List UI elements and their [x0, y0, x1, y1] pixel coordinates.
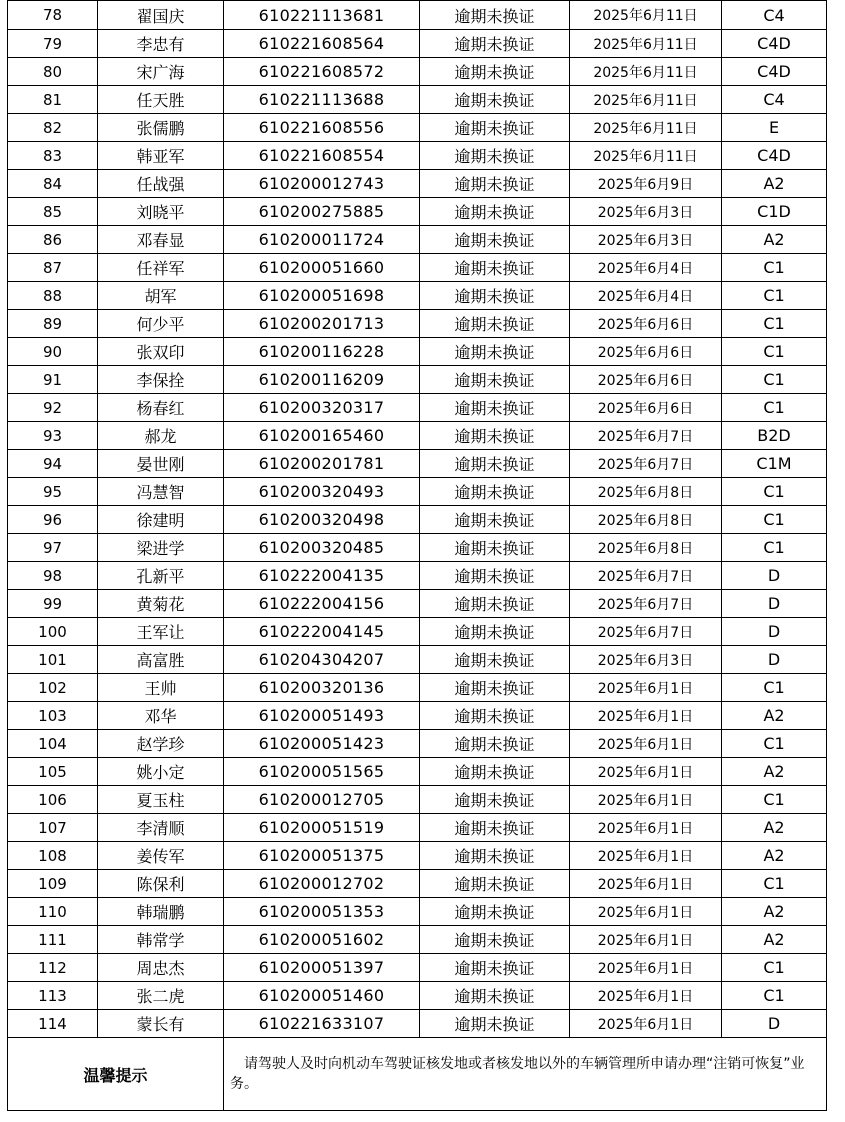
license-class: A2	[722, 226, 827, 254]
driver-name: 姜传军	[98, 842, 224, 870]
driver-name: 杨春红	[98, 394, 224, 422]
table-row	[8, 562, 827, 590]
date: 2025年6月8日	[570, 534, 722, 562]
status: 逾期未换证	[420, 842, 570, 870]
license-number: 610200051519	[224, 814, 420, 842]
license-class: C1	[722, 870, 827, 898]
license-number: 610221608572	[224, 58, 420, 86]
date: 2025年6月9日	[570, 170, 722, 198]
license-class: C1	[722, 394, 827, 422]
table-row	[8, 478, 827, 506]
row-number: 91	[8, 366, 98, 394]
license-class: C1	[722, 282, 827, 310]
notice-label: 温馨提示	[8, 1038, 224, 1111]
row-number: 89	[8, 310, 98, 338]
row-number: 96	[8, 506, 98, 534]
row-number: 102	[8, 674, 98, 702]
driver-name: 翟国庆	[98, 1, 224, 30]
status: 逾期未换证	[420, 282, 570, 310]
driver-name: 徐建明	[98, 506, 224, 534]
date: 2025年6月1日	[570, 926, 722, 954]
table-row	[8, 674, 827, 702]
license-class: C1	[722, 254, 827, 282]
driver-name: 宋广海	[98, 58, 224, 86]
row-number: 83	[8, 142, 98, 170]
driver-name: 韩常学	[98, 926, 224, 954]
date: 2025年6月7日	[570, 562, 722, 590]
date: 2025年6月7日	[570, 618, 722, 646]
license-number: 610200012743	[224, 170, 420, 198]
row-number: 99	[8, 590, 98, 618]
driver-name: 赵学珍	[98, 730, 224, 758]
license-class: C1	[722, 982, 827, 1010]
date: 2025年6月1日	[570, 982, 722, 1010]
table-row	[8, 954, 827, 982]
license-class: B2D	[722, 422, 827, 450]
status: 逾期未换证	[420, 114, 570, 142]
driver-name: 王军让	[98, 618, 224, 646]
row-number: 100	[8, 618, 98, 646]
date: 2025年6月4日	[570, 254, 722, 282]
license-class: C1D	[722, 198, 827, 226]
status: 逾期未换证	[420, 926, 570, 954]
license-number: 610221608556	[224, 114, 420, 142]
driver-name: 任战强	[98, 170, 224, 198]
status: 逾期未换证	[420, 394, 570, 422]
table-row	[8, 1010, 827, 1038]
license-number: 610221113688	[224, 86, 420, 114]
status: 逾期未换证	[420, 982, 570, 1010]
row-number: 79	[8, 30, 98, 58]
table-row	[8, 646, 827, 674]
driver-name: 胡军	[98, 282, 224, 310]
license-number: 610200051565	[224, 758, 420, 786]
row-number: 84	[8, 170, 98, 198]
status: 逾期未换证	[420, 730, 570, 758]
table-row	[8, 842, 827, 870]
row-number: 103	[8, 702, 98, 730]
driver-name: 高富胜	[98, 646, 224, 674]
license-number: 610221608554	[224, 142, 420, 170]
status: 逾期未换证	[420, 702, 570, 730]
date: 2025年6月3日	[570, 198, 722, 226]
date: 2025年6月1日	[570, 954, 722, 982]
status: 逾期未换证	[420, 366, 570, 394]
status: 逾期未换证	[420, 590, 570, 618]
license-number: 610200051602	[224, 926, 420, 954]
table-row	[8, 870, 827, 898]
table-row	[8, 926, 827, 954]
status: 逾期未换证	[420, 450, 570, 478]
driver-name: 张双印	[98, 338, 224, 366]
status: 逾期未换证	[420, 478, 570, 506]
status: 逾期未换证	[420, 310, 570, 338]
driver-name: 郝龙	[98, 422, 224, 450]
table-row	[8, 786, 827, 814]
table-row	[8, 282, 827, 310]
table-row	[8, 198, 827, 226]
driver-name: 蒙长有	[98, 1010, 224, 1038]
row-number: 114	[8, 1010, 98, 1038]
license-class: C4	[722, 86, 827, 114]
status: 逾期未换证	[420, 1010, 570, 1038]
license-number: 610221608564	[224, 30, 420, 58]
driver-name: 韩亚军	[98, 142, 224, 170]
driver-name: 邓华	[98, 702, 224, 730]
license-class: A2	[722, 702, 827, 730]
license-class: A2	[722, 898, 827, 926]
date: 2025年6月1日	[570, 842, 722, 870]
license-number: 610200320485	[224, 534, 420, 562]
license-class: C4D	[722, 30, 827, 58]
row-number: 88	[8, 282, 98, 310]
license-number: 610200011724	[224, 226, 420, 254]
status: 逾期未换证	[420, 422, 570, 450]
driver-name: 黄菊花	[98, 590, 224, 618]
row-number: 82	[8, 114, 98, 142]
status: 逾期未换证	[420, 562, 570, 590]
row-number: 80	[8, 58, 98, 86]
date: 2025年6月6日	[570, 338, 722, 366]
status: 逾期未换证	[420, 86, 570, 114]
date: 2025年6月1日	[570, 1010, 722, 1038]
date: 2025年6月1日	[570, 730, 722, 758]
row-number: 97	[8, 534, 98, 562]
license-number: 610200051698	[224, 282, 420, 310]
status: 逾期未换证	[420, 506, 570, 534]
table-row	[8, 450, 827, 478]
row-number: 81	[8, 86, 98, 114]
row-number: 95	[8, 478, 98, 506]
table-row	[8, 394, 827, 422]
status: 逾期未换证	[420, 954, 570, 982]
license-class: C1	[722, 786, 827, 814]
table-row	[8, 814, 827, 842]
license-number: 610200201713	[224, 310, 420, 338]
license-class: C1M	[722, 450, 827, 478]
driver-name: 夏玉柱	[98, 786, 224, 814]
date: 2025年6月1日	[570, 898, 722, 926]
driver-name: 周忠杰	[98, 954, 224, 982]
driver-name: 张二虎	[98, 982, 224, 1010]
status: 逾期未换证	[420, 618, 570, 646]
status: 逾期未换证	[420, 338, 570, 366]
license-number: 610200051493	[224, 702, 420, 730]
license-class: C4D	[722, 142, 827, 170]
driver-name: 何少平	[98, 310, 224, 338]
row-number: 113	[8, 982, 98, 1010]
status: 逾期未换证	[420, 534, 570, 562]
license-class: A2	[722, 170, 827, 198]
license-number: 610221113681	[224, 1, 420, 30]
license-class: C1	[722, 478, 827, 506]
license-number: 610200116228	[224, 338, 420, 366]
date: 2025年6月1日	[570, 702, 722, 730]
row-number: 92	[8, 394, 98, 422]
date: 2025年6月1日	[570, 758, 722, 786]
table-body	[8, 1, 827, 1038]
row-number: 93	[8, 422, 98, 450]
license-class: C4	[722, 1, 827, 30]
status: 逾期未换证	[420, 786, 570, 814]
row-number: 78	[8, 1, 98, 30]
date: 2025年6月3日	[570, 646, 722, 674]
license-table	[7, 0, 827, 1111]
license-class: A2	[722, 758, 827, 786]
license-number: 610200012702	[224, 870, 420, 898]
table-row	[8, 254, 827, 282]
date: 2025年6月1日	[570, 870, 722, 898]
table-row	[8, 86, 827, 114]
row-number: 109	[8, 870, 98, 898]
status: 逾期未换证	[420, 170, 570, 198]
date: 2025年6月11日	[570, 58, 722, 86]
license-class: C1	[722, 506, 827, 534]
row-number: 107	[8, 814, 98, 842]
table-row	[8, 142, 827, 170]
table-row	[8, 1, 827, 30]
date: 2025年6月4日	[570, 282, 722, 310]
status: 逾期未换证	[420, 758, 570, 786]
license-class: A2	[722, 842, 827, 870]
row-number: 112	[8, 954, 98, 982]
license-number: 610200051460	[224, 982, 420, 1010]
row-number: 87	[8, 254, 98, 282]
license-number: 610222004135	[224, 562, 420, 590]
license-number: 610204304207	[224, 646, 420, 674]
table-row	[8, 982, 827, 1010]
date: 2025年6月11日	[570, 142, 722, 170]
table-row	[8, 226, 827, 254]
license-number: 610200051375	[224, 842, 420, 870]
driver-name: 梁进学	[98, 534, 224, 562]
status: 逾期未换证	[420, 646, 570, 674]
driver-name: 李清顺	[98, 814, 224, 842]
status: 逾期未换证	[420, 674, 570, 702]
table-row	[8, 590, 827, 618]
row-number: 105	[8, 758, 98, 786]
driver-name: 李保拴	[98, 366, 224, 394]
date: 2025年6月11日	[570, 30, 722, 58]
table-row	[8, 338, 827, 366]
status: 逾期未换证	[420, 1, 570, 30]
license-class: C1	[722, 310, 827, 338]
status: 逾期未换证	[420, 870, 570, 898]
table-row	[8, 898, 827, 926]
table-row	[8, 170, 827, 198]
driver-name: 任祥军	[98, 254, 224, 282]
license-class: A2	[722, 926, 827, 954]
driver-name: 晏世刚	[98, 450, 224, 478]
notice-text-content: 请驾驶人及时向机动车驾驶证核发地或者核发地以外的车辆管理所申请办理“注销可恢复”业务。	[230, 1056, 805, 1092]
license-number: 610200320493	[224, 478, 420, 506]
license-class: C4D	[722, 58, 827, 86]
date: 2025年6月1日	[570, 814, 722, 842]
license-number: 610222004145	[224, 618, 420, 646]
license-number: 610200051423	[224, 730, 420, 758]
date: 2025年6月7日	[570, 590, 722, 618]
row-number: 110	[8, 898, 98, 926]
date: 2025年6月7日	[570, 422, 722, 450]
license-number: 610221633107	[224, 1010, 420, 1038]
license-class: C1	[722, 674, 827, 702]
table-row	[8, 618, 827, 646]
status: 逾期未换证	[420, 58, 570, 86]
status: 逾期未换证	[420, 898, 570, 926]
table-row	[8, 730, 827, 758]
date: 2025年6月8日	[570, 506, 722, 534]
date: 2025年6月11日	[570, 1, 722, 30]
license-class: E	[722, 114, 827, 142]
license-number: 610200320317	[224, 394, 420, 422]
driver-name: 姚小定	[98, 758, 224, 786]
driver-name: 冯慧智	[98, 478, 224, 506]
license-class: C1	[722, 730, 827, 758]
driver-name: 陈保利	[98, 870, 224, 898]
table-row	[8, 702, 827, 730]
date: 2025年6月3日	[570, 226, 722, 254]
driver-name: 李忠有	[98, 30, 224, 58]
license-class: C1	[722, 954, 827, 982]
table-row	[8, 758, 827, 786]
table-row	[8, 506, 827, 534]
license-class: C1	[722, 366, 827, 394]
license-number: 610200116209	[224, 366, 420, 394]
row-number: 86	[8, 226, 98, 254]
table-row	[8, 30, 827, 58]
driver-name: 孔新平	[98, 562, 224, 590]
status: 逾期未换证	[420, 142, 570, 170]
license-number: 610200165460	[224, 422, 420, 450]
row-number: 90	[8, 338, 98, 366]
license-number: 610200051660	[224, 254, 420, 282]
status: 逾期未换证	[420, 254, 570, 282]
row-number: 94	[8, 450, 98, 478]
row-number: 101	[8, 646, 98, 674]
table-row	[8, 534, 827, 562]
date: 2025年6月8日	[570, 478, 722, 506]
license-number: 610200201781	[224, 450, 420, 478]
license-class: C1	[722, 534, 827, 562]
driver-name: 张儒鹏	[98, 114, 224, 142]
driver-name: 韩瑞鹏	[98, 898, 224, 926]
row-number: 85	[8, 198, 98, 226]
status: 逾期未换证	[420, 30, 570, 58]
license-class: C1	[722, 338, 827, 366]
date: 2025年6月6日	[570, 394, 722, 422]
driver-name: 王帅	[98, 674, 224, 702]
license-class: D	[722, 562, 827, 590]
row-number: 98	[8, 562, 98, 590]
row-number: 108	[8, 842, 98, 870]
license-number: 610200051353	[224, 898, 420, 926]
date: 2025年6月6日	[570, 310, 722, 338]
status: 逾期未换证	[420, 198, 570, 226]
date: 2025年6月1日	[570, 786, 722, 814]
driver-name: 邓春显	[98, 226, 224, 254]
license-number: 610222004156	[224, 590, 420, 618]
license-class: D	[722, 618, 827, 646]
license-class: D	[722, 646, 827, 674]
date: 2025年6月11日	[570, 114, 722, 142]
table-row	[8, 366, 827, 394]
date: 2025年6月11日	[570, 86, 722, 114]
notice-row	[8, 1038, 827, 1111]
date: 2025年6月1日	[570, 674, 722, 702]
table-row	[8, 114, 827, 142]
license-number: 610200051397	[224, 954, 420, 982]
license-class: D	[722, 590, 827, 618]
license-number: 610200012705	[224, 786, 420, 814]
driver-name: 任天胜	[98, 86, 224, 114]
row-number: 106	[8, 786, 98, 814]
notice-text	[224, 1038, 827, 1111]
table-row	[8, 310, 827, 338]
license-number: 610200320498	[224, 506, 420, 534]
status: 逾期未换证	[420, 226, 570, 254]
table-row	[8, 422, 827, 450]
status: 逾期未换证	[420, 814, 570, 842]
row-number: 104	[8, 730, 98, 758]
driver-name: 刘晓平	[98, 198, 224, 226]
license-number: 610200275885	[224, 198, 420, 226]
date: 2025年6月7日	[570, 450, 722, 478]
row-number: 111	[8, 926, 98, 954]
license-class: A2	[722, 814, 827, 842]
license-class: D	[722, 1010, 827, 1038]
license-number: 610200320136	[224, 674, 420, 702]
date: 2025年6月6日	[570, 366, 722, 394]
table-row	[8, 58, 827, 86]
